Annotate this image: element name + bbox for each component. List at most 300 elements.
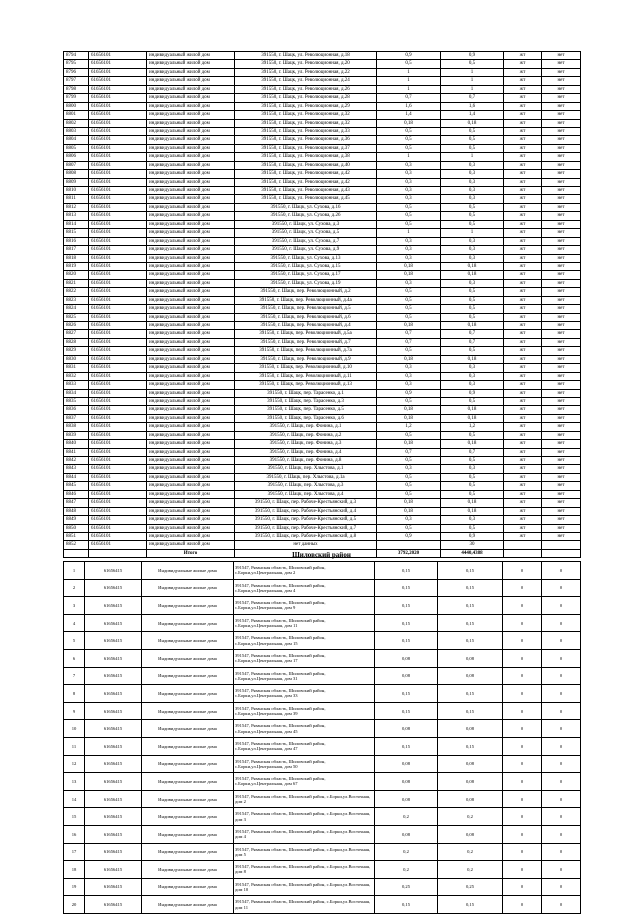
table-cell-num: 18 [64, 861, 85, 879]
table-cell-num: 8814 [64, 220, 89, 228]
table-cell-num: 20 [64, 896, 85, 914]
table-cell-code: 61656101 [89, 524, 147, 532]
table-row [64, 195, 581, 203]
table-cell-c7: жт [504, 94, 542, 102]
table-cell-code: 61656415 [85, 878, 142, 896]
table-cell-c8: 0 [542, 878, 581, 896]
table-cell-c6: 0,3 [441, 279, 504, 287]
table-cell-c8: нет [542, 465, 581, 473]
table-cell-code: 61656415 [85, 773, 142, 791]
table-cell-num: 11 [64, 737, 85, 755]
table-cell-c7: жт [504, 347, 542, 355]
table-cell-num: 8817 [64, 246, 89, 254]
table-row [64, 203, 581, 211]
table-cell-c5: 0,15 [375, 614, 438, 632]
table-cell-type: Индивидуальные жилые дома [142, 579, 234, 597]
table-cell-c8: нет [542, 52, 581, 60]
table-cell-addr: 391547, Рязанская область, Шиловский район, с.Борки,ул.Центральная, дом 2 [234, 562, 375, 580]
table-cell-c5: 0,2 [375, 808, 438, 826]
table-row [64, 364, 581, 372]
table-cell-num: 8845 [64, 482, 89, 490]
table-cell-c6: 0,08 [438, 649, 503, 667]
table-cell-addr: 391550, г. Шацк, ул. Революционная, д.37 [235, 144, 377, 152]
table-cell-type: индивидуальный жилой дом [147, 144, 235, 152]
table-cell-c6: 1 [441, 68, 504, 76]
table-cell-addr: 391550, г. Шацк, пер. Революционный, д.5а [235, 330, 377, 338]
table-cell-code: 61656415 [85, 632, 142, 650]
table-cell-c5: 0,7 [377, 330, 441, 338]
table-cell-c5: 0,3 [377, 170, 441, 178]
table-cell-code: 61656101 [89, 448, 147, 456]
table-cell-code: 61656101 [89, 532, 147, 540]
table-cell-c5: 1,4 [377, 111, 441, 119]
table-cell-c6: 0,5 [441, 127, 504, 135]
table-cell-num: 8820 [64, 271, 89, 279]
table-cell-num: 8803 [64, 127, 89, 135]
table-cell-num: 8824 [64, 305, 89, 313]
table-cell-c8: нет [542, 532, 581, 540]
table-cell-addr: 391550, г. Шацк, пер. Тарасенко, д.1 [235, 389, 377, 397]
table-cell-num: 8804 [64, 136, 89, 144]
table-cell-c5: 0,18 [377, 499, 441, 507]
table-cell-type: индивидуальный жилой дом [147, 397, 235, 405]
table-cell-c7: жт [504, 119, 542, 127]
table-cell-c7: 0 [503, 861, 542, 879]
table-cell-addr: 391550, г. Шацк, пер. Революционный, д.13 [235, 381, 377, 389]
table-cell-c5: 0,7 [377, 448, 441, 456]
table-cell-c6: 0,9 [441, 532, 504, 540]
table-cell-addr: 391547, Рязанская область, Шиловский район, с.Борки,ул.Центральная, дом 17 [234, 649, 375, 667]
table-cell-addr: 391550, г. Шацк, пер. Рабоче-Крестьянский, д.7 [235, 524, 377, 532]
table-cell-num: 8836 [64, 406, 89, 414]
table-cell-c5: 1 [377, 85, 441, 93]
table-row [64, 507, 581, 515]
table-cell-c5: 0,3 [377, 381, 441, 389]
table-row [64, 77, 581, 85]
table-cell-type: индивидуальный жилой дом [147, 414, 235, 422]
table-cell-code: 61656101 [89, 330, 147, 338]
table-cell-c5: 0,18 [377, 414, 441, 422]
table-cell-code: 61656101 [89, 372, 147, 380]
table-cell-type: Индивидуальные жилые дома [142, 667, 234, 685]
table-row [64, 861, 581, 879]
table-cell-c6: 0,2 [438, 843, 503, 861]
table-cell-type: Индивидуальные жилые дома [142, 649, 234, 667]
table-cell-addr: 391547, Рязанская область, Шиловский район, с.Борки,ул.Центральная, дом 11 [234, 614, 375, 632]
table-cell-num: 8808 [64, 170, 89, 178]
table-cell-c8: 0 [542, 562, 581, 580]
table-row [64, 271, 581, 279]
table-cell-type: индивидуальный жилой дом [147, 440, 235, 448]
table-cell-addr: 391550, г. Шацк, ул. Сухова, д.19 [235, 279, 377, 287]
table-cell-c6: 0,18 [441, 355, 504, 363]
table-cell-c5: 0,2 [375, 843, 438, 861]
table-cell-c7: жт [504, 372, 542, 380]
table-cell-c7: жт [504, 381, 542, 389]
table-cell-c6: 0,7 [441, 338, 504, 346]
table-cell-addr: 391550, г. Шацк, пер. Революционный, д.2 [235, 288, 377, 296]
table-cell-c7: жт [504, 440, 542, 448]
table-cell-c7: жт [504, 516, 542, 524]
table-cell-addr: 391550, г. Шацк, ул. Революционная, д.28 [235, 94, 377, 102]
table-cell-c5: 1 [377, 153, 441, 161]
table-cell-type: индивидуальный жилой дом [147, 127, 235, 135]
table-cell-c7: 0 [503, 597, 542, 615]
table-cell-num: 8852 [64, 541, 89, 549]
table-cell-type: индивидуальный жилой дом [147, 448, 235, 456]
table-cell-code: 61656101 [89, 195, 147, 203]
table-cell-code: 61656101 [89, 254, 147, 262]
table-cell-c8: 0 [542, 649, 581, 667]
table-cell-c8: нет [542, 187, 581, 195]
table-cell-c8: 0 [542, 720, 581, 738]
table-cell-num: 8841 [64, 448, 89, 456]
table-row [64, 212, 581, 220]
table-cell-num: 15 [64, 808, 85, 826]
table-row [64, 127, 581, 135]
table-cell-c7: 0 [503, 808, 542, 826]
table-cell-code: 61656101 [89, 347, 147, 355]
table-cell-c6: 0,5 [441, 220, 504, 228]
table-cell-code: 61656101 [89, 102, 147, 110]
table-cell-c8: нет [542, 288, 581, 296]
table-cell-c8: 0 [542, 755, 581, 773]
table-cell-c5: 0,15 [375, 737, 438, 755]
table-row [64, 94, 581, 102]
table-cell-c7: жт [504, 161, 542, 169]
table-row [64, 614, 581, 632]
table-cell-num: 8839 [64, 431, 89, 439]
table-cell-addr: 391550, г. Шацк, ул. Революционная, д.42 [235, 178, 377, 186]
table-cell-code: 61656101 [89, 77, 147, 85]
table-cell-c5: 0,3 [377, 246, 441, 254]
table-cell-c8: нет [542, 178, 581, 186]
table-cell-c5: 1,2 [377, 423, 441, 431]
table-row [64, 720, 581, 738]
table-cell-c7: 0 [503, 579, 542, 597]
table-cell-num: 8819 [64, 262, 89, 270]
table-cell-addr: 391550, г. Шацк, ул. Революционная, д.32 [235, 111, 377, 119]
table-row [64, 397, 581, 405]
table-cell-code: 61656101 [89, 220, 147, 228]
table-cell-c7: жт [504, 279, 542, 287]
table-cell-c6: 0,3 [441, 254, 504, 262]
table-cell-type: индивидуальный жилой дом [147, 229, 235, 237]
table-cell-c7: жт [504, 355, 542, 363]
table-row [64, 178, 581, 186]
table-cell-c5: 0,5 [377, 127, 441, 135]
table-cell-c7: жт [504, 389, 542, 397]
table-row [64, 85, 581, 93]
table-cell-addr: 391547, Рязанская область, Шиловский район, с.Борки,ул.Восточная, дом 10 [234, 878, 375, 896]
table-cell-type: индивидуальный жилой дом [147, 203, 235, 211]
table-row [64, 161, 581, 169]
table-cell-c5: 0,5 [377, 288, 441, 296]
table-cell-c5: 0,5 [377, 313, 441, 321]
table-cell-type: индивидуальный жилой дом [147, 499, 235, 507]
table-cell-num: 8797 [64, 77, 89, 85]
table-cell-addr: 391550, г. Шацк, пер. Революционный, д.4а [235, 296, 377, 304]
table-row [64, 632, 581, 650]
table-cell-c6: 0,3 [441, 381, 504, 389]
table-cell-c7: 0 [503, 685, 542, 703]
table-cell-addr: 391550, г. Шацк, ул. Революционная, д.24 [235, 77, 377, 85]
table-cell-c8: нет [542, 381, 581, 389]
table-cell-num: 8849 [64, 516, 89, 524]
table-cell-c6: 0,08 [438, 773, 503, 791]
table-cell-code: 61656101 [89, 381, 147, 389]
table-cell-type: Индивидуальные жилые дома [142, 896, 234, 914]
table-cell-c6: 0,5 [441, 313, 504, 321]
table-cell-c7: 0 [503, 843, 542, 861]
table-cell-c8: нет [542, 338, 581, 346]
table-cell-type: Индивидуальные жилые дома [142, 843, 234, 861]
table-cell-code: 61656101 [89, 507, 147, 515]
table-cell-c5: 0,08 [375, 720, 438, 738]
table-cell-c5: 0,5 [377, 60, 441, 68]
table-cell-c7: жт [504, 68, 542, 76]
table-cell-code: 61656101 [89, 423, 147, 431]
table-cell-addr: 391550, г. Шацк, ул. Сухова, д.3 [235, 220, 377, 228]
table-cell-c7: жт [504, 229, 542, 237]
table-cell-addr: 391550, г. Шацк, ул. Сухова, д.7 [235, 237, 377, 245]
table-cell-c8: 0 [542, 737, 581, 755]
table-cell-c8: нет [542, 102, 581, 110]
table-cell-type: Индивидуальные жилые дома [142, 614, 234, 632]
table-cell-c5: 0,15 [375, 562, 438, 580]
table-cell-code: 61656101 [89, 364, 147, 372]
table-cell-addr: 391550, г. Шацк, пер. Революционный, д.7 [235, 338, 377, 346]
table-row [64, 597, 581, 615]
table-cell-addr: 391550, г. Шацк, пер. Хлыстова, д.1 [235, 465, 377, 473]
table-cell-c5: 0,5 [377, 305, 441, 313]
table-cell-c5: 0,9 [377, 389, 441, 397]
table-cell-addr: 391550, г. Шацк, ул. Революционная, д.42 [235, 170, 377, 178]
table-cell-type: Индивидуальные жилые дома [142, 720, 234, 738]
table-cell-c8: нет [542, 305, 581, 313]
table-cell-c5: 0,3 [377, 187, 441, 195]
table-cell-c7: жт [504, 85, 542, 93]
table-cell-c5: 0,3 [377, 178, 441, 186]
table-cell-c5: 0,25 [375, 878, 438, 896]
table-row [64, 685, 581, 703]
table-cell-code: 61656415 [85, 861, 142, 879]
table-cell-type: индивидуальный жилой дом [147, 431, 235, 439]
table-cell-addr: 391550, г. Шацк, пер. Хлыстова, д.1а [235, 473, 377, 481]
table-cell-c7: 0 [503, 702, 542, 720]
table-cell-num: 1 [64, 562, 85, 580]
table-cell-c7: жт [504, 144, 542, 152]
table-cell-num: 8846 [64, 490, 89, 498]
table-cell-num: 13 [64, 773, 85, 791]
table-cell-num: 8805 [64, 144, 89, 152]
table-cell-code: 61656101 [89, 465, 147, 473]
table-cell-type: индивидуальный жилой дом [147, 288, 235, 296]
table-cell-addr: 391547, Рязанская область, Шиловский район, с.Борки,ул.Восточная, дом 3 [234, 808, 375, 826]
table-cell-c5: 0,15 [375, 632, 438, 650]
table-cell-code: 61656101 [89, 170, 147, 178]
table-cell-c7: жт [504, 305, 542, 313]
table-cell-c7: жт [504, 60, 542, 68]
table-cell-c6: 0,3 [441, 195, 504, 203]
table-cell-c6: 0,9 [441, 52, 504, 60]
table-cell-c7: жт [504, 414, 542, 422]
table-cell-type: индивидуальный жилой дом [147, 305, 235, 313]
table-row [64, 68, 581, 76]
table-cell-addr: 391550, г. Шацк, ул. Революционная, д.43 [235, 187, 377, 195]
table-cell-num: 8798 [64, 85, 89, 93]
table-cell-c7: жт [504, 364, 542, 372]
table-cell-c8: нет [542, 355, 581, 363]
table-cell-c7: жт [504, 102, 542, 110]
table-cell-c6: 0,18 [441, 499, 504, 507]
table-cell-c5: 0,3 [377, 254, 441, 262]
table-cell-addr: 391550, г. Шацк, пер. Революционный, д.10 [235, 364, 377, 372]
table-cell-c6: 0,5 [441, 431, 504, 439]
table-cell-addr: 391550, г. Шацк, ул. Сухова, д.16 [235, 203, 377, 211]
table-cell-c8: 0 [542, 632, 581, 650]
table-cell-code: 61656415 [85, 843, 142, 861]
table-cell-type: индивидуальный жилой дом [147, 507, 235, 515]
table-cell-c6: 0,3 [441, 364, 504, 372]
table-cell-code: 61656101 [89, 178, 147, 186]
table-cell-num: 17 [64, 843, 85, 861]
table-cell-c7: жт [504, 153, 542, 161]
table-cell-type: индивидуальный жилой дом [147, 338, 235, 346]
table-cell-c7: 0 [503, 755, 542, 773]
table-cell-c6: 0,08 [438, 720, 503, 738]
table-cell-c8: нет [542, 490, 581, 498]
table-cell-c5: 0,18 [377, 322, 441, 330]
table-cell-code: 61656415 [85, 614, 142, 632]
table-cell-c5: 0,5 [377, 347, 441, 355]
table-row [64, 153, 581, 161]
table-cell-c5: 0,5 [377, 457, 441, 465]
table-cell-c5: 0,18 [377, 119, 441, 127]
table-cell-c8: нет [542, 203, 581, 211]
table-cell-type: индивидуальный жилой дом [147, 68, 235, 76]
table-cell-c6: 0,15 [438, 597, 503, 615]
table-cell-type: индивидуальный жилой дом [147, 541, 235, 549]
table-row [64, 878, 581, 896]
table-cell-code: 61656101 [89, 397, 147, 405]
table-cell-num: 8800 [64, 102, 89, 110]
table-cell-c5: 1 [377, 229, 441, 237]
table-cell-code: 61656101 [89, 187, 147, 195]
table-cell-c7: жт [504, 448, 542, 456]
table-cell-code: 61656101 [89, 153, 147, 161]
table-cell-addr: 391550, г. Шацк, ул. Сухова, д.13 [235, 254, 377, 262]
table-cell-c6: 0,5 [441, 482, 504, 490]
table-cell-type: индивидуальный жилой дом [147, 60, 235, 68]
table-cell-type: индивидуальный жилой дом [147, 237, 235, 245]
table-cell-c7: жт [504, 423, 542, 431]
table-cell-c5: 1 [377, 77, 441, 85]
table-cell-c7: жт [504, 127, 542, 135]
table-cell-c7: жт [504, 220, 542, 228]
table-cell-num: 8832 [64, 372, 89, 380]
table-cell-type: индивидуальный жилой дом [147, 372, 235, 380]
table-cell-addr: 391550, г. Шацк, пер. Тарасенко, д.3 [235, 397, 377, 405]
table-cell-c6: 0,5 [441, 136, 504, 144]
table-cell-type: индивидуальный жилой дом [147, 77, 235, 85]
table-cell-addr: 391550, г. Шацк, пер. Революционный, д.5 [235, 305, 377, 313]
table-cell-type: Индивидуальные жилые дома [142, 790, 234, 808]
table-cell-c8: нет [542, 440, 581, 448]
table-cell-code: 61656101 [89, 389, 147, 397]
table-cell-addr: 391547, Рязанская область, Шиловский район, с.Борки,ул.Центральная, дом 15 [234, 632, 375, 650]
table-cell-addr: 391550, г. Шацк, ул. Революционная, д.22 [235, 68, 377, 76]
table-cell-c5: 0,5 [377, 136, 441, 144]
table-cell-c6: 0,5 [441, 397, 504, 405]
table-cell-code: 61656101 [89, 431, 147, 439]
table-cell-c5: 0,5 [377, 296, 441, 304]
table-row [64, 52, 581, 60]
table-cell-c5: 0,3 [377, 465, 441, 473]
table-cell-c8: нет [542, 68, 581, 76]
table-row [64, 843, 581, 861]
table-cell-c6: 0,08 [438, 790, 503, 808]
table-cell-num: 8795 [64, 60, 89, 68]
table-cell-addr: 391550, г. Шацк, ул. Революционная, д.40 [235, 161, 377, 169]
table-cell-type: Индивидуальные жилые дома [142, 861, 234, 879]
table-cell-c5: 0,08 [375, 773, 438, 791]
table-cell-c8: нет [542, 322, 581, 330]
table-cell-code: 61656101 [89, 246, 147, 254]
table-cell-code: 61656101 [89, 473, 147, 481]
table-cell-addr: 391550, г. Шацк, пер. Хлыстова, д.3 [235, 482, 377, 490]
table-cell-c5: 0,5 [377, 144, 441, 152]
table-cell-addr: 391550, г. Шацк, ул. Революционная, д.45 [235, 195, 377, 203]
table-cell-c6: 0,15 [438, 702, 503, 720]
table-cell-addr: 391550, г. Шацк, пер. Рабоче-Крестьянский, д.5 [235, 516, 377, 524]
table-cell-c6: 0,2 [438, 808, 503, 826]
table-cell-c6: 0,5 [441, 288, 504, 296]
table-cell-type: индивидуальный жилой дом [147, 465, 235, 473]
table-cell-code: 61656101 [89, 482, 147, 490]
table-cell-type: индивидуальный жилой дом [147, 153, 235, 161]
table-cell-c6: 0,15 [438, 614, 503, 632]
table-cell-type: индивидуальный жилой дом [147, 516, 235, 524]
table-cell-num: 8850 [64, 524, 89, 532]
table-cell-c5: 0,9 [377, 532, 441, 540]
table-cell-type: индивидуальный жилой дом [147, 178, 235, 186]
table-cell-c8: нет [542, 127, 581, 135]
table-cell-num: 8840 [64, 440, 89, 448]
table-row [64, 144, 581, 152]
table-cell-type: индивидуальный жилой дом [147, 322, 235, 330]
table-cell-c7: жт [504, 397, 542, 405]
table-row [64, 790, 581, 808]
table-cell-type: индивидуальный жилой дом [147, 423, 235, 431]
table-cell-c8: нет [542, 212, 581, 220]
table-cell-c5: 0,18 [377, 406, 441, 414]
total-cell: 3792,2020 [377, 549, 441, 557]
table-cell-code: 61656101 [89, 541, 147, 549]
table-cell-num: 8818 [64, 254, 89, 262]
table-cell-code: 61656101 [89, 355, 147, 363]
table-cell-addr: 391547, Рязанская область, Шиловский район, с.Борки,ул.Центральная, дом 4 [234, 579, 375, 597]
table-cell-num: 12 [64, 755, 85, 773]
table-cell-c7: 0 [503, 614, 542, 632]
table-cell-code: 61656101 [89, 516, 147, 524]
table-cell-num: 8794 [64, 52, 89, 60]
table-cell-c8: нет [542, 85, 581, 93]
table-cell-code: 61656101 [89, 85, 147, 93]
table-cell-code: 61656101 [89, 338, 147, 346]
table-cell-addr: 391550, г. Шацк, пер. Рабоче-Крестьянский, д.4 [235, 507, 377, 515]
table-cell-c8: 0 [542, 685, 581, 703]
